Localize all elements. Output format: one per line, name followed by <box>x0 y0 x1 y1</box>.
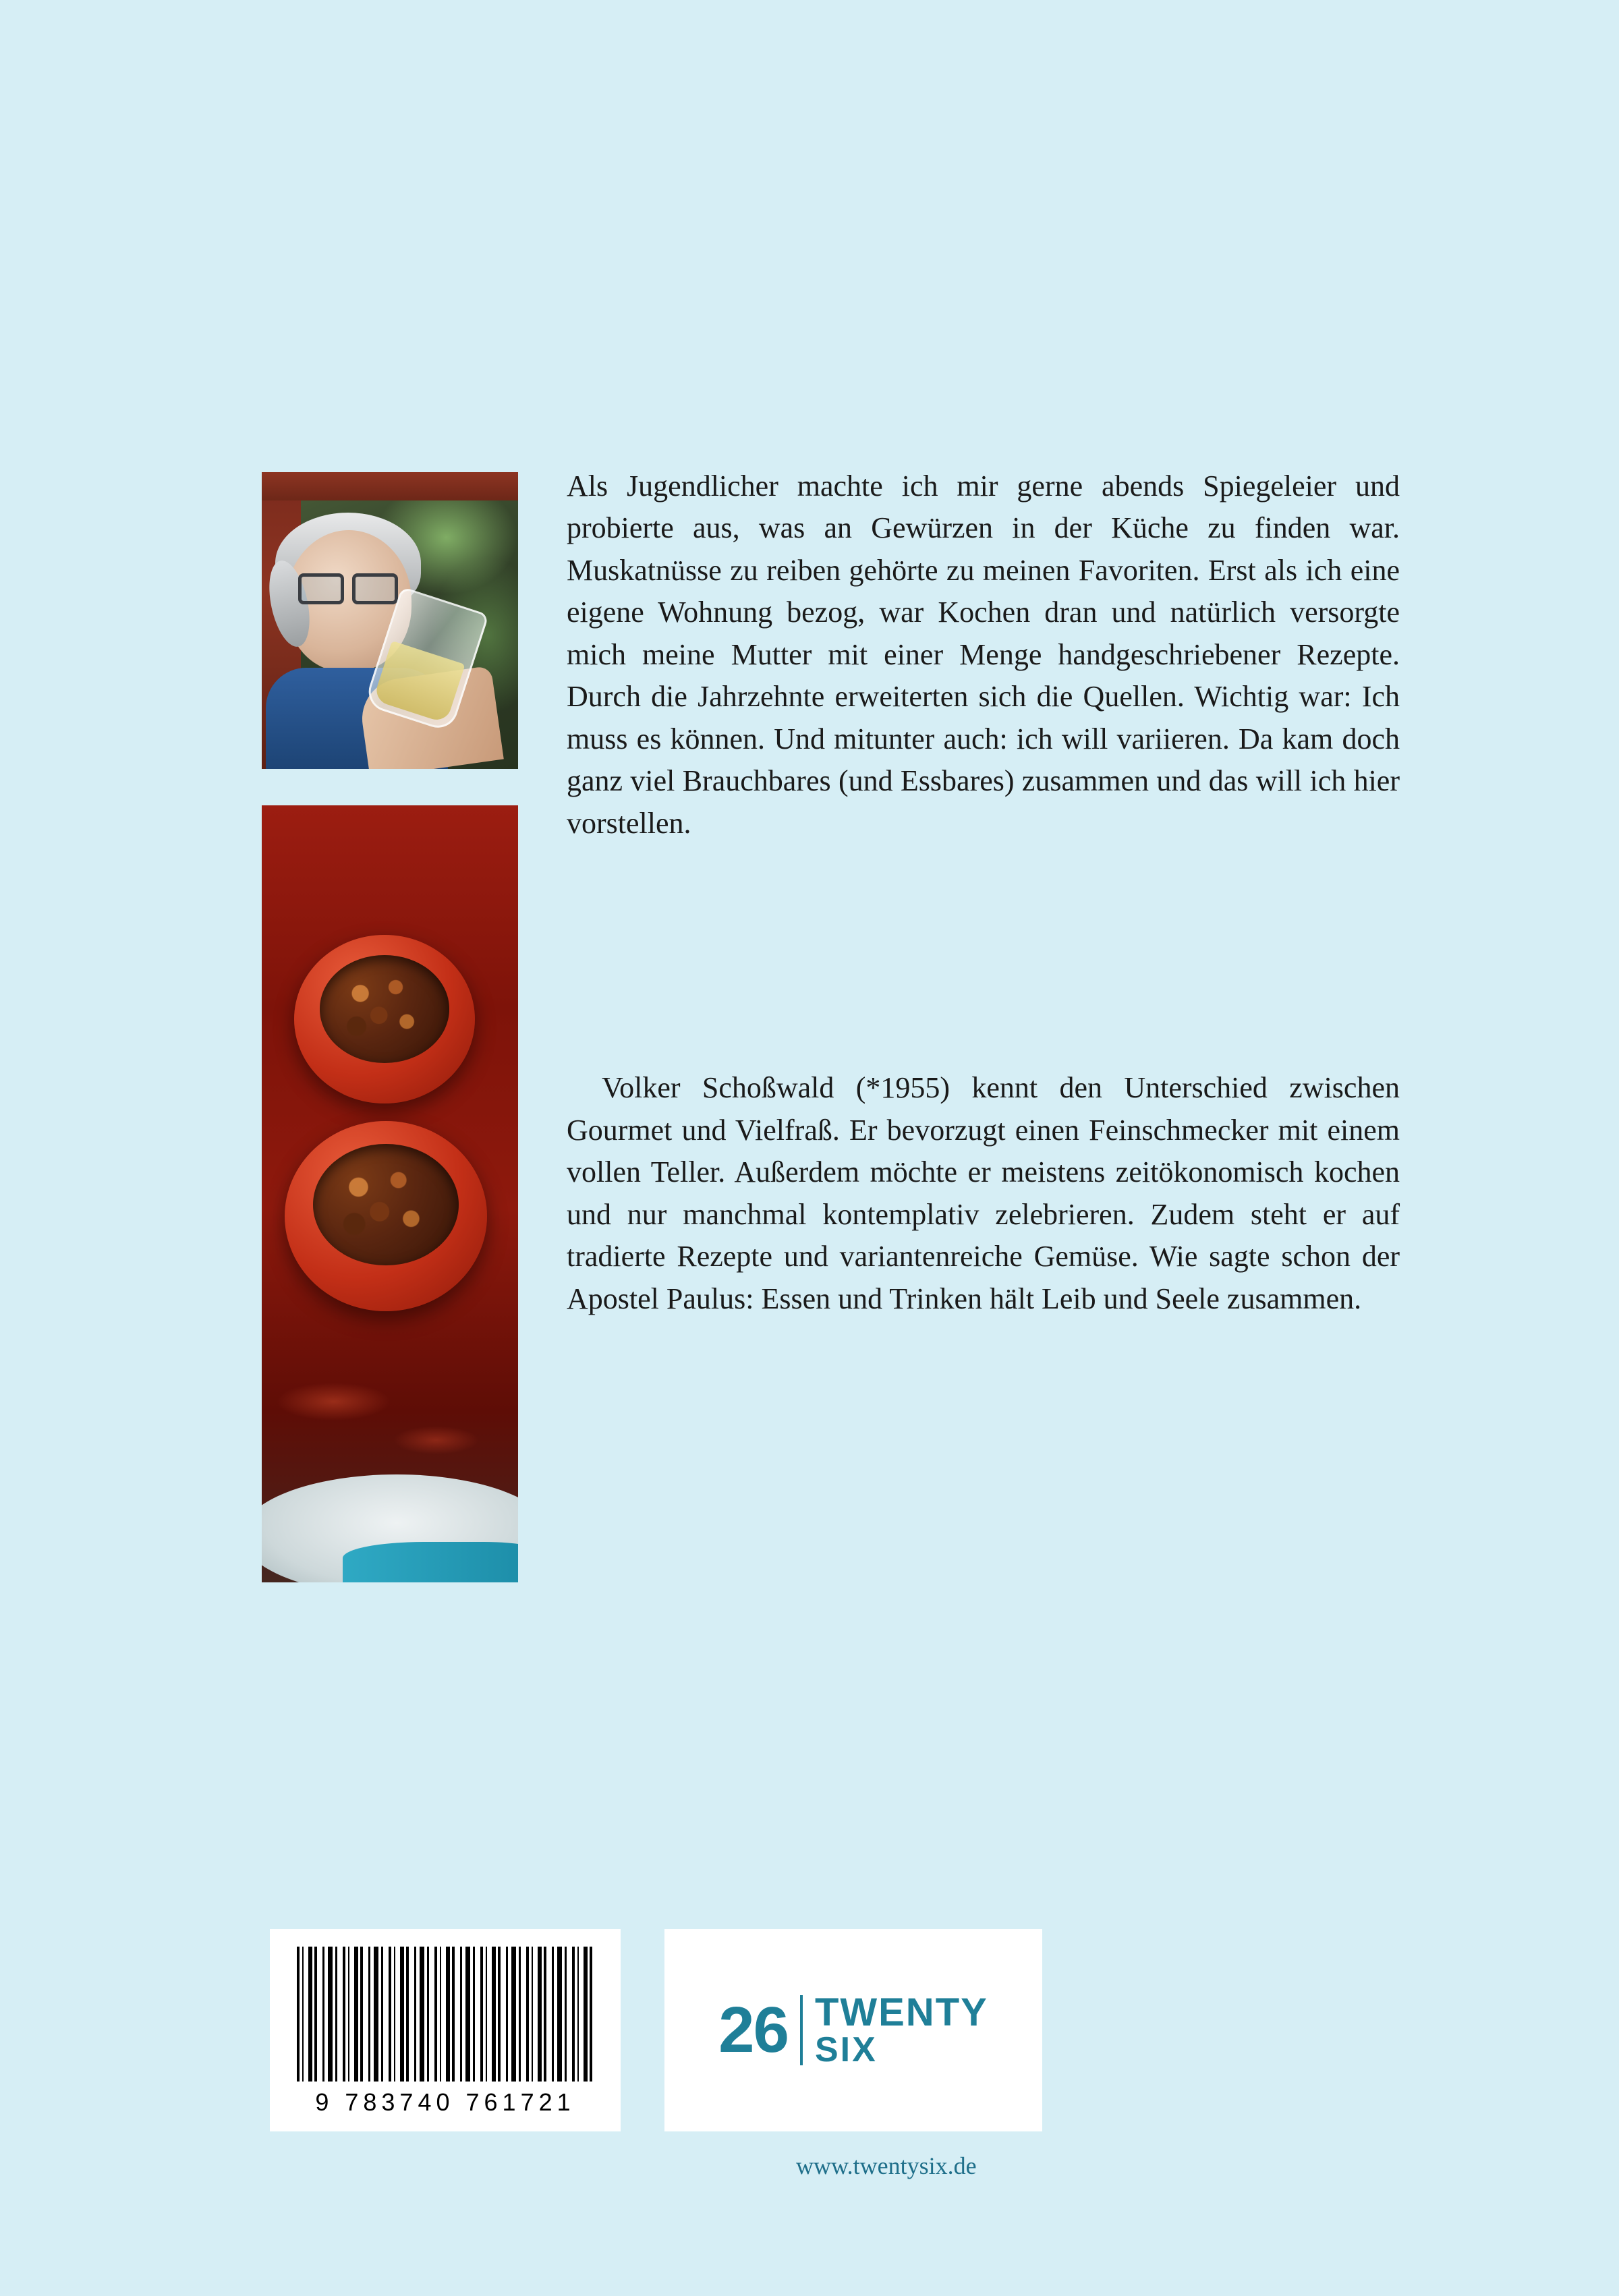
tomato-filling <box>313 1144 459 1265</box>
author-portrait-photo <box>262 472 518 769</box>
logo-number: 26 <box>718 1994 788 2066</box>
stuffed-tomato-lower <box>285 1121 487 1311</box>
blurb-paragraph-intro: Als Jugendlicher machte ich mir gerne abends Spiegeleier und probierte aus, was an Gewürzen in der Küche zu finden war. Muskatnüsse zu reiben gehörte zu meinen Favoriten. Erst als ich eine eigene Wohnung bezog, war Kochen dran und natürlich versorgte mich meine Mutter mit einer Menge handgeschriebener Rezepte. Durch die Jahrzehnte erweiterten sich die Quellen. Wichtig war: Ich muss es können. Und mitunter auch: ich will variieren. Da kam doch ganz viel Brauchbares (und Essbares) zusammen und das will ich hier vorstellen. <box>567 469 1400 840</box>
logo-word-twenty: TWENTY <box>814 1990 988 2034</box>
tomato-filling <box>320 955 450 1063</box>
blurb-text-column <box>567 465 1400 1320</box>
publisher-logo-box <box>664 1929 1042 2131</box>
portrait-wood-frame-top <box>262 472 518 500</box>
barcode-bars <box>297 1947 594 2082</box>
blurb-paragraph-author-bio: Volker Schoßwald (*1955) kennt den Unterschied zwischen Gourmet und Vielfraß. Er bevorzugt einen Feinschmecker mit einem vollen Teller. Außerdem möchte er meistens zeitökonomisch kochen und nur manchmal kontemplativ zelebrieren. Zudem steht er auf tradierte Rezepte und variantenreiche Gemüse. Wie sagte schon der Apostel Paulus: Essen und Trinken hält Leib und Seele zusammen. <box>567 1071 1400 1315</box>
stuffed-tomatoes-photo <box>262 805 518 1582</box>
barcode-number: 9 783740 761721 <box>315 2088 575 2116</box>
stuffed-tomato-upper <box>294 935 475 1103</box>
portrait-glasses <box>298 573 399 600</box>
photo-column <box>262 472 518 1582</box>
logo-wordmark <box>814 1990 988 2069</box>
logo-divider <box>800 1995 803 2065</box>
logo-word-six: SIX <box>814 2030 878 2069</box>
twentysix-logo <box>718 1990 988 2069</box>
publisher-website: www.twentysix.de <box>796 2152 977 2179</box>
isbn-barcode <box>270 1929 621 2131</box>
food-teal-cloth <box>343 1542 518 1582</box>
